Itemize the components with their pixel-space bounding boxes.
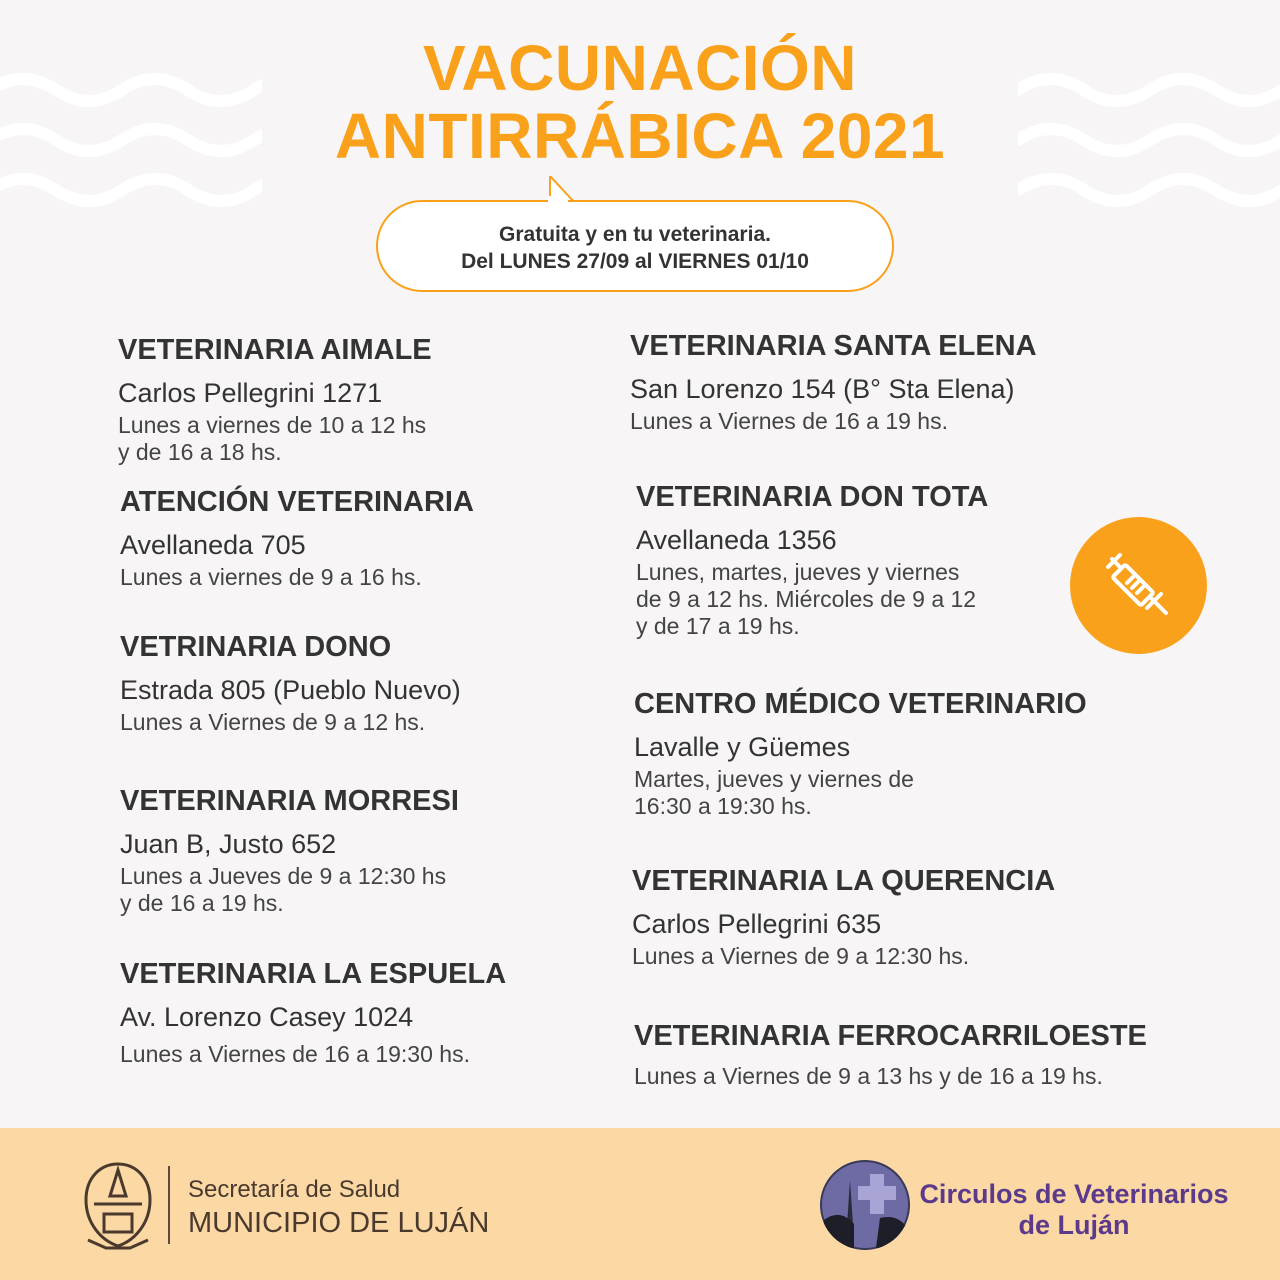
clinic-la-querencia (632, 864, 1055, 970)
clinic-address: San Lorenzo 154 (B° Sta Elena) (630, 374, 1015, 404)
clinic-centro-medico (634, 687, 1087, 820)
clinic-address: Juan B, Justo 652 (120, 829, 337, 859)
clinic-name: VETERINARIA LA ESPUELA (120, 958, 507, 990)
clinic-ferrocarriloeste (634, 1019, 1147, 1090)
municipio-label: MUNICIPIO DE LUJÁN (188, 1207, 490, 1239)
circulo-veterinarios-name (918, 1179, 1230, 1241)
clinic-hours: Martes, jueves y viernes de 16:30 a 19:30 hs. (634, 766, 914, 819)
clinic-hours: Lunes a viernes de 10 a 12 hs y de 16 a 18 hs. (118, 412, 427, 465)
title-line-2: ANTIRRÁBICA 2021 (334, 100, 946, 172)
syringe-badge (1070, 517, 1207, 654)
clinic-hours: Lunes a Viernes de 9 a 12:30 hs. (632, 943, 970, 969)
clinic-address: Av. Lorenzo Casey 1024 (120, 1002, 414, 1032)
clinic-dono (120, 630, 461, 736)
municipal-seal-icon (80, 1160, 156, 1252)
clinic-name: CENTRO MÉDICO VETERINARIO (634, 688, 1087, 720)
clinic-hours: Lunes a Jueves de 9 a 12:30 hs y de 16 a 19 hs. (120, 863, 447, 916)
clinic-name: ATENCIÓN VETERINARIA (120, 486, 474, 518)
clinic-address: Avellaneda 705 (120, 530, 306, 560)
syringe-icon (1100, 547, 1177, 624)
clinic-atencion-veterinaria (120, 485, 474, 591)
clinic-name: VETERINARIA SANTA ELENA (630, 330, 1037, 362)
clinic-la-espuela (120, 957, 506, 1068)
clinic-address: Lavalle y Güemes (634, 732, 851, 762)
clinic-hours: Lunes a Viernes de 16 a 19:30 hs. (120, 1041, 470, 1067)
bubble-line-1: Gratuita y en tu veterinaria. (499, 223, 771, 246)
secretaria-label: Secretaría de Salud (188, 1176, 401, 1203)
bubble-tail-joint (548, 196, 568, 204)
clinic-santa-elena (630, 329, 1037, 435)
bubble-line-2: Del LUNES 27/09 al VIERNES 01/10 (461, 250, 809, 273)
clinic-hours: Lunes a Viernes de 9 a 12 hs. (120, 709, 426, 735)
clinic-name: VETERINARIA LA QUERENCIA (632, 865, 1056, 897)
clinic-aimale (118, 333, 432, 466)
clinic-hours: Lunes, martes, jueves y viernes de 9 a 12 hs. Miércoles de 9 a 12 y de 17 a 19 hs. (636, 559, 977, 639)
circulo-veterinarios-logo (820, 1160, 910, 1250)
page-title (0, 34, 1280, 170)
clinic-name: VETERINARIA MORRESI (120, 785, 459, 817)
footer (0, 1128, 1280, 1280)
clinic-morresi (120, 784, 459, 917)
clinic-name: VETERINARIA FERROCARRILOESTE (634, 1020, 1147, 1052)
clinic-name: VETRINARIA DONO (120, 631, 392, 663)
clinic-don-tota (636, 480, 988, 640)
clinic-hours: Lunes a viernes de 9 a 16 hs. (120, 564, 422, 590)
footer-divider (168, 1166, 170, 1244)
clinic-hours: Lunes a Viernes de 9 a 13 hs y de 16 a 19 hs. (634, 1063, 1103, 1089)
clinic-address: Carlos Pellegrini 1271 (118, 378, 383, 408)
clinic-address: Carlos Pellegrini 635 (632, 909, 882, 939)
clinic-address: Estrada 805 (Pueblo Nuevo) (120, 675, 461, 705)
clinic-address: Avellaneda 1356 (636, 525, 837, 555)
clinic-name: VETERINARIA DON TOTA (636, 481, 989, 513)
info-speech-bubble (376, 200, 894, 292)
title-line-1: VACUNACIÓN (422, 32, 858, 104)
clinic-hours: Lunes a Viernes de 16 a 19 hs. (630, 408, 948, 434)
clinic-name: VETERINARIA AIMALE (118, 334, 432, 366)
circulo-line-1: Circulos de Veterinarios (919, 1179, 1229, 1209)
circulo-line-2: de Luján (1018, 1210, 1130, 1240)
